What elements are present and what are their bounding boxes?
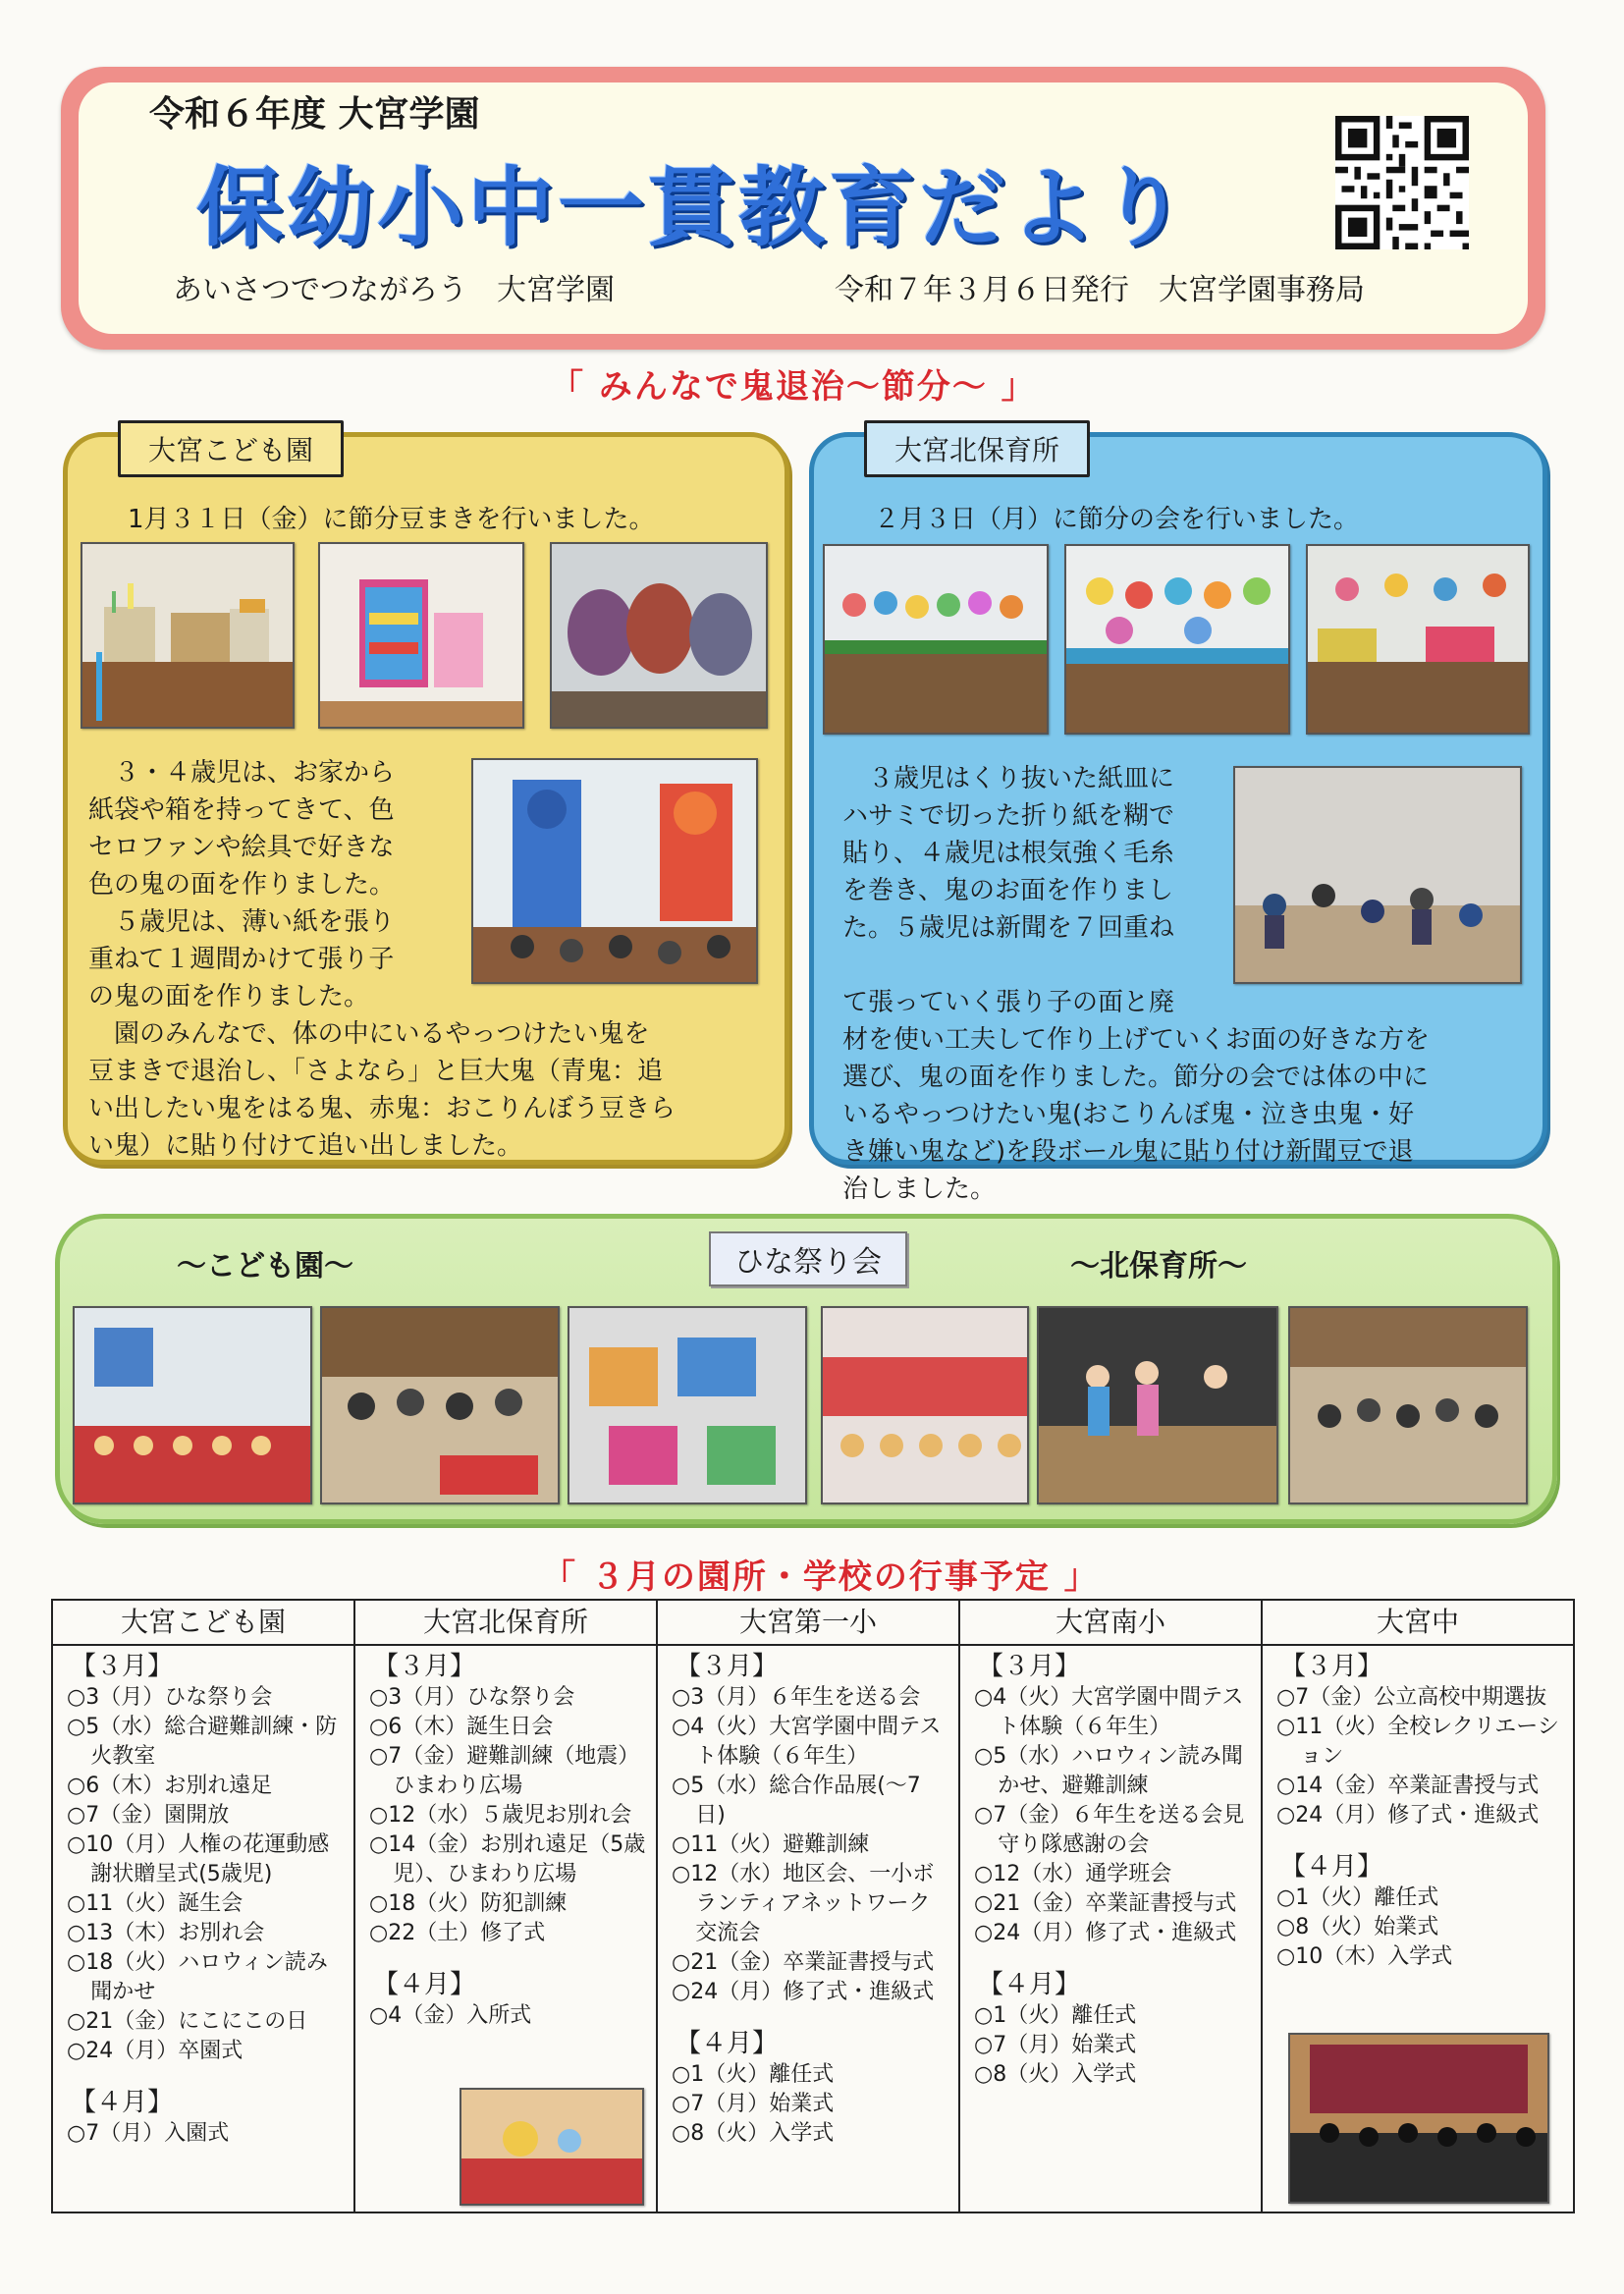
kita-line: ハサミで切った折り紙を糊で — [842, 801, 1175, 831]
newsletter-title: 保幼小中一貫教育だより — [196, 157, 1191, 258]
event-item: ○7（金）避難訓練（地震）ひまわり広場 — [369, 1744, 640, 1798]
hina-kita-label: ～北保育所～ — [1070, 1249, 1247, 1284]
kodomo-body-wide — [88, 1015, 676, 1165]
qr-code-icon[interactable] — [1335, 116, 1469, 249]
month-label: 【３月】 — [1280, 1652, 1383, 1681]
kodomo-line: の鬼の面を作りました。 — [88, 982, 370, 1011]
kita-photo-masks-row-1 — [823, 544, 1049, 735]
event-item: ○4（火）大宮学園中間テスト体験（６年生） — [974, 1685, 1244, 1739]
month-label: 【３月】 — [676, 1652, 779, 1681]
event-item: ○21（金）卒業証書授与式 — [672, 1950, 935, 1975]
kodomo-line: ３・４歳児は、お家から — [88, 758, 396, 788]
hina-kita-photo-2 — [1037, 1306, 1278, 1504]
event-item: ○1（火）離任式 — [1276, 1885, 1439, 1910]
event-item: ○24（月）修了式・進級式 — [1276, 1803, 1540, 1828]
event-item: ○22（土）修了式 — [369, 1921, 546, 1945]
kodomo-line: 色の鬼の面を作りました。 — [88, 870, 396, 900]
event-item: ○7（金）公立高校中期選抜 — [1276, 1685, 1547, 1710]
column-body — [53, 1646, 353, 2149]
month-label: 【４月】 — [978, 1970, 1081, 1999]
event-item: ○12（水）地区会、一小ボランティアネットワーク交流会 — [672, 1862, 935, 1945]
kita-wide-line: いるやっつけたい鬼(おこりんぼ鬼・泣き虫鬼・好 — [842, 1100, 1415, 1129]
event-item: ○13（木）お別れ会 — [67, 1921, 265, 1945]
event-item: ○10（木）入学式 — [1276, 1944, 1453, 1969]
kita-tag: 大宮北保育所 — [864, 420, 1090, 477]
month-label: 【３月】 — [71, 1652, 174, 1681]
event-item: ○24（月）修了式・進級式 — [974, 1921, 1237, 1945]
kita-line: 貼り、４歳児は根気強く毛糸 — [842, 839, 1175, 868]
column-header: 大宮中 — [1263, 1601, 1573, 1646]
event-item: ○24（月）修了式・進級式 — [672, 1980, 935, 2004]
event-item: ○4（火）大宮学園中間テスト体験（６年生） — [672, 1715, 942, 1769]
event-item: ○11（火）誕生会 — [67, 1891, 244, 1916]
event-item: ○5（水）ハロウィン読み聞かせ、避難訓練 — [974, 1744, 1243, 1798]
kodomo-photo-oni-masks — [550, 542, 768, 729]
event-item: ○3（月）ひな祭り会 — [369, 1685, 575, 1710]
kodomo-photo-paper-oni — [318, 542, 524, 729]
event-item: ○7（月）始業式 — [974, 2033, 1137, 2057]
event-item: ○7（金）６年生を送る会見守り隊感謝の会 — [974, 1803, 1245, 1857]
event-item: ○21（金）にこにこの日 — [67, 2009, 308, 2034]
kodomo-wide-line: 園のみんなで、体の中にいるやっつけたい鬼を — [88, 1019, 650, 1049]
setsubun-heading: 「 みんなで鬼退治～節分～ 」 — [550, 367, 1037, 407]
event-item: ○12（水）５歳児お別れ会 — [369, 1803, 632, 1828]
gym-ceremony-photo — [1288, 2033, 1549, 2204]
event-item: ○3（月）ひな祭り会 — [67, 1685, 273, 1710]
events-heading: 「 ３月の園所・学校の行事予定 」 — [542, 1557, 1100, 1597]
kita-wide-line: 材を使い工夫して作り上げていくお面の好きな方を — [842, 1025, 1431, 1055]
event-item: ○14（金）卒業証書授与式 — [1276, 1774, 1540, 1798]
event-item: ○11（火）全校レクリエーション — [1276, 1715, 1559, 1769]
kita-wide-line: て張っていく張り子の面と廃 — [842, 988, 1175, 1017]
event-item: ○21（金）卒業証書授与式 — [974, 1891, 1237, 1916]
event-item: ○5（水）総合作品展(～7日) — [672, 1774, 921, 1828]
event-item: ○4（金）入所式 — [369, 2003, 532, 2028]
kodomo-wide-line: い鬼）に貼り付けて追い出しました。 — [88, 1131, 523, 1161]
event-item: ○6（木）お別れ遠足 — [67, 1774, 273, 1798]
schedule-column-daiichi — [658, 1601, 960, 2212]
event-item: ○14（金）お別れ遠足（5歳児）、ひまわり広場 — [369, 1832, 646, 1886]
event-item: ○11（火）避難訓練 — [672, 1832, 870, 1857]
hina-kita-photo-1 — [821, 1306, 1029, 1504]
kodomo-wide-line: 豆まきで退治し、「さよなら」と巨大鬼（青鬼：追 — [88, 1057, 664, 1086]
kita-photo-masks-row-2 — [1064, 544, 1290, 735]
month-label: 【４月】 — [1280, 1852, 1383, 1882]
event-item: ○10（月）人権の花運動感謝状贈呈式(5歳児) — [67, 1832, 330, 1886]
kita-wide-line: き嫌い鬼など)を段ボール鬼に貼り付け新聞豆で退 — [842, 1137, 1414, 1167]
kita-wide-line: 治しました。 — [842, 1174, 997, 1204]
event-item: ○1（火）離任式 — [974, 2003, 1137, 2028]
kodomo-line: セロファンや絵具で好きな — [88, 833, 395, 862]
kodomo-line: 重ねて１週間かけて張り子 — [88, 945, 395, 974]
hina-kodomo-photo-1 — [73, 1306, 312, 1504]
event-item: ○8（火）入学式 — [974, 2062, 1137, 2087]
month-label: 【３月】 — [978, 1652, 1081, 1681]
event-item: ○7（月）始業式 — [672, 2092, 835, 2116]
schedule-column-minami — [960, 1601, 1263, 2212]
column-header: 大宮こども園 — [53, 1601, 353, 1646]
event-item: ○8（火）始業式 — [1276, 1915, 1439, 1939]
event-item: ○7（金）園開放 — [67, 1803, 230, 1828]
event-item: ○3（月）６年生を送る会 — [672, 1685, 921, 1710]
column-body — [960, 1646, 1261, 2090]
issue-info: 令和７年３月６日発行 大宮学園事務局 — [835, 273, 1365, 307]
month-label: 【４月】 — [676, 2029, 779, 2058]
kodomo-photo-giant-oni — [471, 758, 758, 984]
kita-intro: ２月３日（月）に節分の会を行いました。 — [874, 505, 1360, 534]
kita-line: を巻き、鬼のお面を作りまし — [842, 876, 1173, 905]
kodomo-body-narrow — [88, 754, 395, 1015]
column-header: 大宮南小 — [960, 1601, 1261, 1646]
hina-kita-photo-3 — [1288, 1306, 1528, 1504]
event-item: ○18（火）ハロウィン読み聞かせ — [67, 1950, 328, 2004]
event-item: ○6（木）誕生日会 — [369, 1715, 554, 1739]
column-body — [658, 1646, 958, 2149]
column-header: 大宮第一小 — [658, 1601, 958, 1646]
kodomo-line: 紙袋や箱を持ってきて、色 — [88, 795, 395, 825]
hina-kodomo-photo-2 — [320, 1306, 560, 1504]
kita-photo-masks-row-3 — [1306, 544, 1530, 735]
event-item: ○1（火）離任式 — [672, 2062, 835, 2087]
event-item: ○7（月）入園式 — [67, 2121, 230, 2146]
event-item: ○24（月）卒園式 — [67, 2039, 244, 2063]
hina-kodomo-label: ～こども園～ — [177, 1249, 353, 1284]
kita-line: ３歳児はくり抜いた紙皿に — [842, 764, 1175, 793]
event-item: ○12（水）通学班会 — [974, 1862, 1172, 1886]
hina-kodomo-photo-3 — [568, 1306, 807, 1504]
kita-body-wide — [842, 984, 1430, 1208]
month-label: 【４月】 — [373, 1970, 476, 1999]
event-item: ○18（火）防犯訓練 — [369, 1891, 568, 1916]
month-label: 【３月】 — [373, 1652, 476, 1681]
month-label: 【４月】 — [71, 2088, 174, 2117]
slogan: あいさつでつながろう 大宮学園 — [173, 273, 615, 307]
schedule-table — [51, 1599, 1575, 2213]
kodomo-tag: 大宮こども園 — [118, 420, 344, 477]
schedule-column-kodomo — [53, 1601, 355, 2212]
event-item: ○5（水）総合避難訓練・防火教室 — [67, 1715, 338, 1769]
kodomo-photo-oni-boxes — [81, 542, 295, 729]
entrance-ceremony-photo — [460, 2088, 644, 2206]
kita-line: た。５歳児は新聞を７回重ね — [842, 913, 1175, 943]
event-item: ○8（火）入学式 — [672, 2121, 835, 2146]
kita-wide-line: 選び、鬼の面を作りました。節分の会では体の中に — [842, 1063, 1429, 1092]
kita-body-narrow — [842, 760, 1174, 947]
hina-tag: ひな祭り会 — [709, 1231, 907, 1286]
kita-photo-bean-throwing — [1233, 766, 1522, 984]
kodomo-line: ５歳児は、薄い紙を張り — [88, 907, 396, 937]
schedule-column-chu — [1263, 1601, 1573, 2212]
kodomo-wide-line: い出したい鬼をはる鬼、赤鬼：おこりんぼう豆きら — [88, 1094, 677, 1123]
column-header: 大宮北保育所 — [355, 1601, 656, 1646]
column-body — [355, 1646, 656, 2031]
column-body — [1263, 1646, 1573, 1972]
school-year: 令和６年度 大宮学園 — [149, 94, 480, 135]
kodomo-intro: 1月３１日（金）に節分豆まきを行いました。 — [128, 505, 655, 534]
schedule-column-kita — [355, 1601, 658, 2212]
